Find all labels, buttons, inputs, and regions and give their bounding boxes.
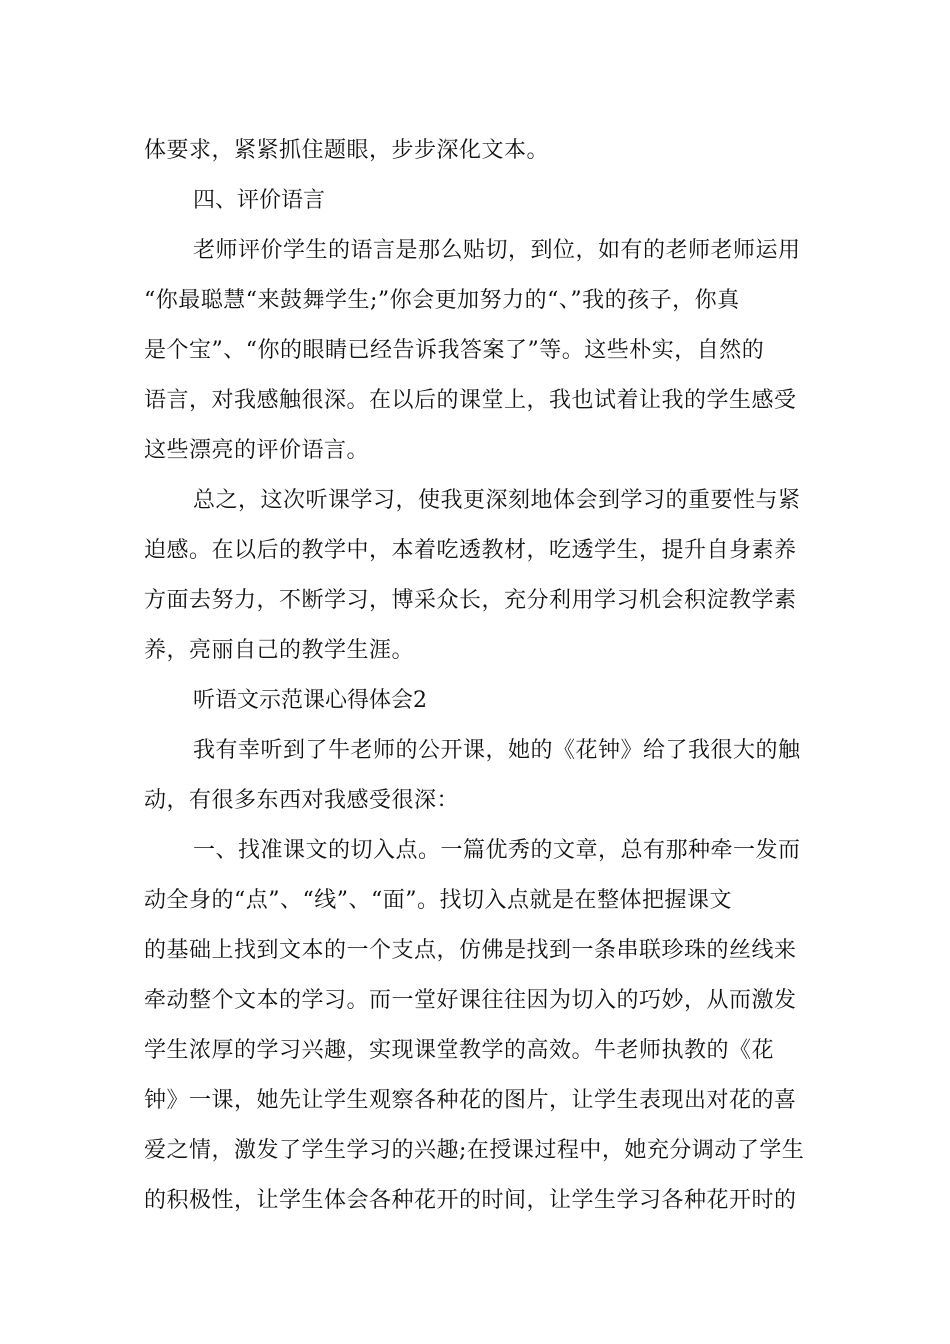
section-heading: 四、评价语言 — [193, 188, 326, 213]
paragraph-line: 一、找准课文的切入点。一篇优秀的文章，总有那种牵一发而 — [193, 838, 801, 863]
paragraph-line: 语言，对我感触很深。在以后的课堂上，我也试着让我的学生感受 — [144, 388, 797, 413]
paragraph-line: 动全身的“点”、“线”、“面”。找切入点就是在整体把握课文 — [144, 888, 732, 913]
paragraph-line: 牵动整个文本的学习。而一堂好课往往因为切入的巧妙，从而激发 — [144, 988, 797, 1013]
paragraph-line: 钟》一课，她先让学生观察各种花的图片，让学生表现出对花的喜 — [144, 1088, 797, 1113]
paragraph-line: 学生浓厚的学习兴趣，实现课堂教学的高效。牛老师执教的《花 — [144, 1038, 775, 1063]
paragraph-line: 是个宝”、“你的眼睛已经告诉我答案了”等。这些朴实，自然的 — [144, 338, 765, 363]
paragraph-line: 养，亮丽自己的教学生涯。 — [144, 638, 415, 663]
paragraph-line: 这些漂亮的评价语言。 — [144, 438, 370, 463]
paragraph-line: 方面去努力，不断学习，博采众长，充分利用学习机会积淀教学素 — [144, 588, 797, 613]
article-title: 听语文示范课心得体会2 — [193, 688, 427, 713]
paragraph-line: 的积极性，让学生体会各种花开的时间，让学生学习各种花开时的 — [144, 1188, 797, 1213]
paragraph-line: 体要求，紧紧抓住题眼，步步深化文本。 — [144, 138, 550, 163]
paragraph-line: 老师评价学生的语言是那么贴切，到位，如有的老师老师运用 — [193, 238, 801, 263]
paragraph-line: 动，有很多东西对我感受很深： — [144, 788, 460, 813]
paragraph-line: 总之，这次听课学习，使我更深刻地体会到学习的重要性与紧 — [193, 488, 801, 513]
paragraph-line: 的基础上找到文本的一个支点，仿佛是找到一条串联珍珠的丝线来 — [144, 938, 797, 963]
paragraph-line: 爱之情，激发了学生学习的兴趣;在授课过程中，她充分调动了学生 — [144, 1138, 805, 1163]
paragraph-line: “你最聪慧“来鼓舞学生;”你会更加努力的“、”我的孩子，你真 — [144, 288, 740, 313]
paragraph-line: 我有幸听到了牛老师的公开课，她的《花钟》给了我很大的触 — [193, 738, 801, 763]
paragraph-line: 迫感。在以后的教学中，本着吃透教材，吃透学生，提升自身素养 — [144, 538, 797, 563]
